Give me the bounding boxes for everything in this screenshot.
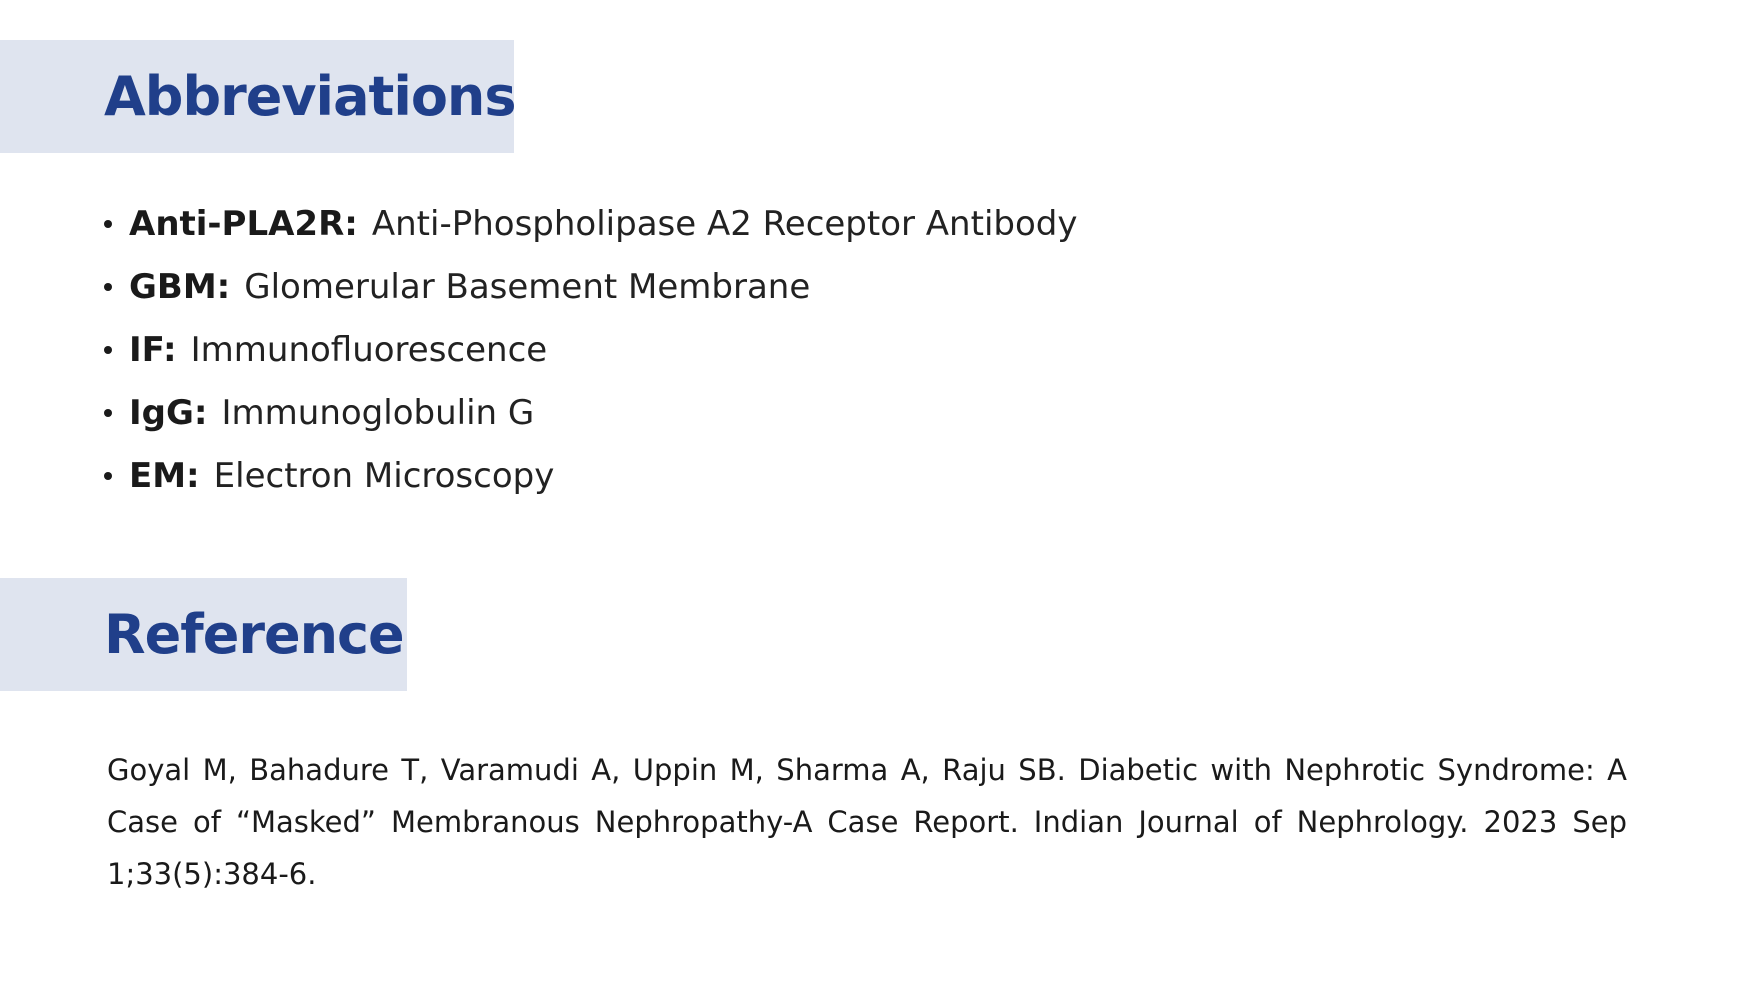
bullet-icon bbox=[104, 409, 112, 417]
reference-heading: Reference bbox=[104, 602, 404, 666]
bullet-icon bbox=[104, 220, 112, 228]
abbreviations-heading: Abbreviations bbox=[104, 64, 516, 128]
bullet-icon bbox=[104, 283, 112, 291]
abbreviation-term: Anti-PLA2R: bbox=[129, 203, 358, 244]
abbreviation-definition: Immunofluorescence bbox=[190, 329, 548, 370]
list-item bbox=[104, 381, 1077, 444]
reference-header-band bbox=[0, 578, 407, 691]
abbreviations-list bbox=[104, 192, 1077, 507]
abbreviation-definition: Immunoglobulin G bbox=[221, 392, 535, 433]
abbreviation-term: GBM: bbox=[129, 266, 231, 307]
bullet-icon bbox=[104, 346, 112, 354]
list-item bbox=[104, 255, 1077, 318]
list-item bbox=[104, 318, 1077, 381]
abbreviation-definition: Electron Microscopy bbox=[213, 455, 555, 496]
reference-citation: Goyal M, Bahadure T, Varamudi A, Uppin M, Sharma A, Raju SB. Diabetic with Nephrotic Syndrome: A Case of “Masked” Membranous Nephropathy-A Case Report. Indian Journal of Nephrology. 2023 Sep 1;33(5):384-6. bbox=[107, 753, 1627, 891]
abbreviation-term: EM: bbox=[129, 455, 200, 496]
bullet-icon bbox=[104, 472, 112, 480]
list-item bbox=[104, 444, 1077, 507]
abbreviation-term: IgG: bbox=[129, 392, 208, 433]
abbreviation-term: IF: bbox=[129, 329, 177, 370]
abbreviations-header-band bbox=[0, 40, 514, 153]
abbreviation-definition: Anti-Phospholipase A2 Receptor Antibody bbox=[371, 203, 1078, 244]
abbreviation-definition: Glomerular Basement Membrane bbox=[244, 266, 811, 307]
list-item bbox=[104, 192, 1077, 255]
